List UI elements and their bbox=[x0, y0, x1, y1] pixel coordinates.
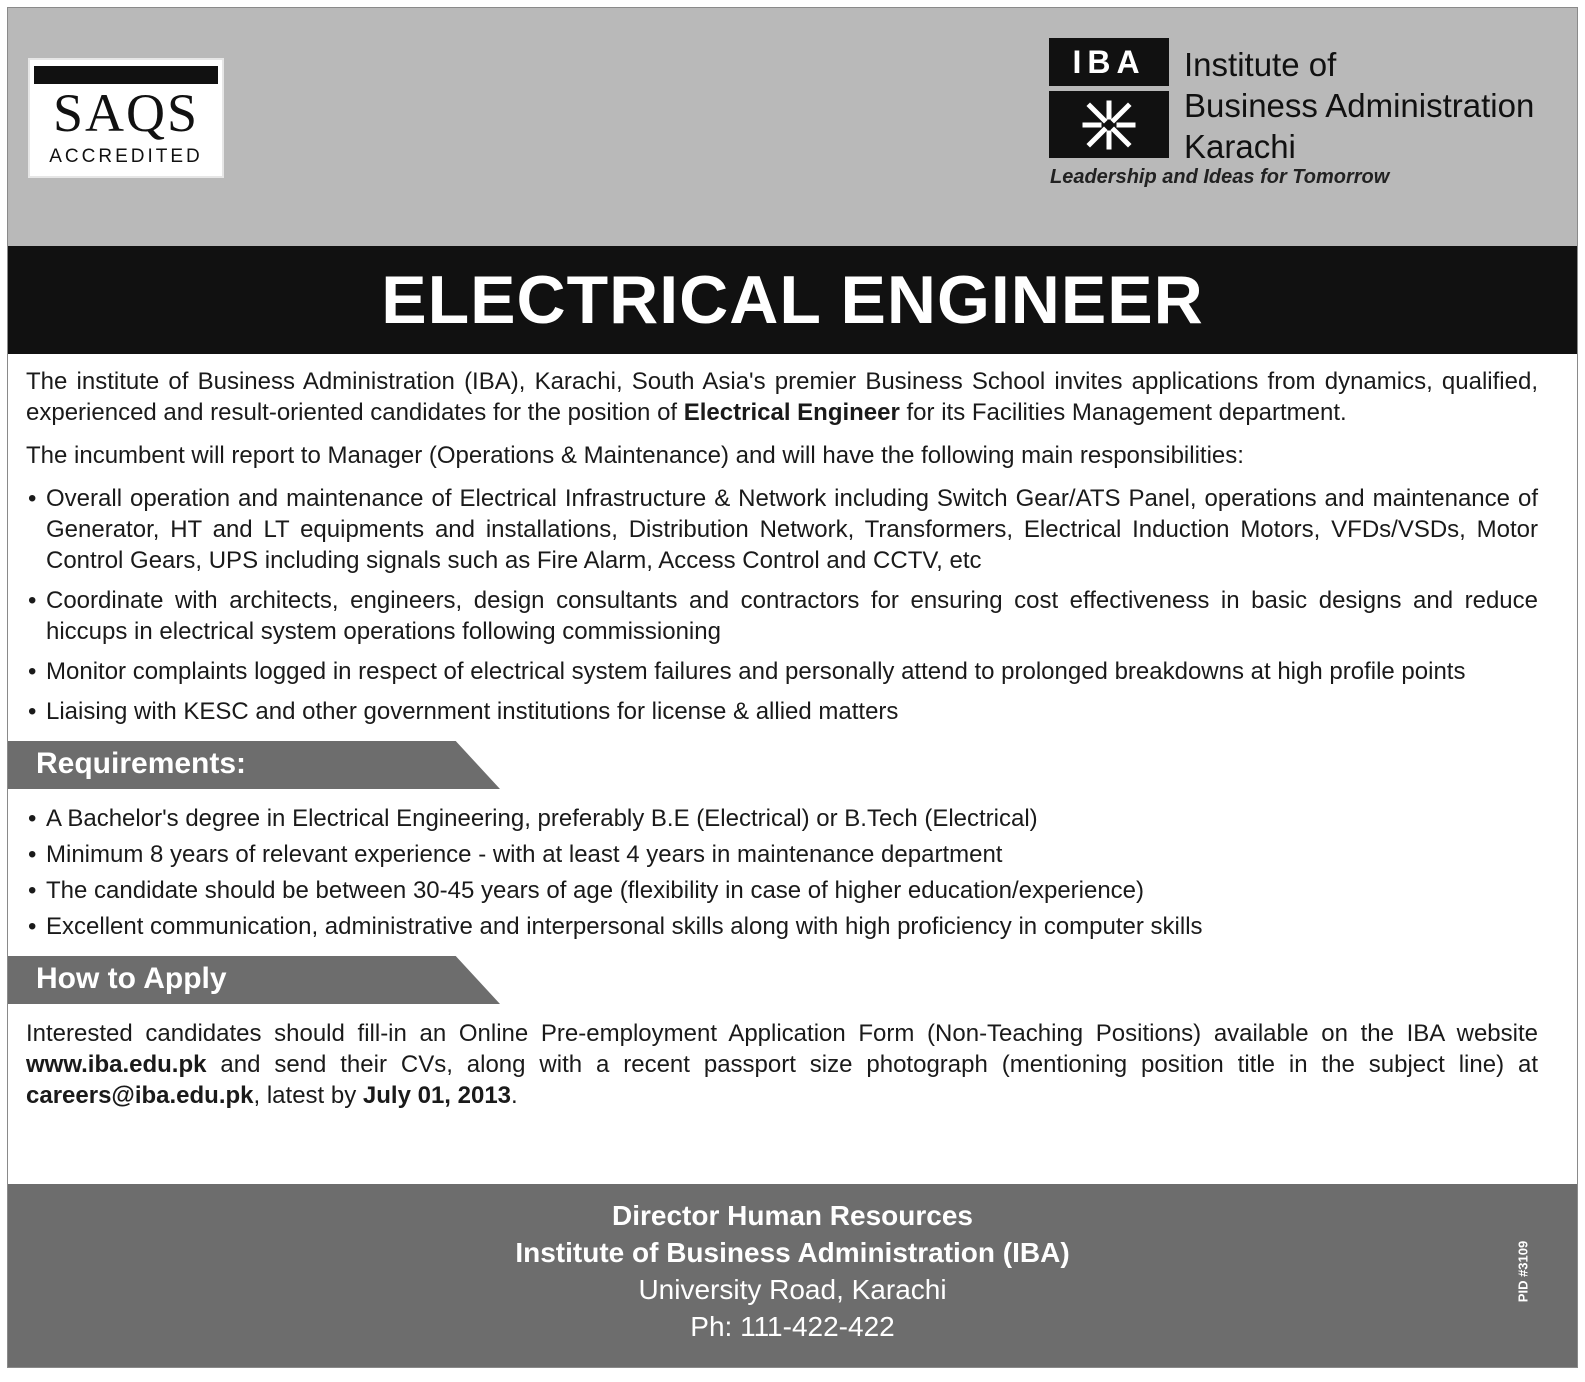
apply-text-3: , latest by bbox=[253, 1082, 363, 1109]
requirement-item: • Minimum 8 years of relevant experience - with at least 4 years in maintenance department bbox=[26, 839, 1538, 870]
iba-full-name bbox=[1184, 44, 1534, 167]
saqs-accredited-logo bbox=[28, 58, 224, 178]
iba-logo-abbr: IBA bbox=[1072, 44, 1146, 80]
responsibility-item: • Coordinate with architects, engineers, design consultants and contractors for ensuring cost effectiveness in basic designs and reduce hiccups in electrical system operations following commissioning bbox=[26, 585, 1538, 647]
responsibility-item: • Liaising with KESC and other government institutions for license & allied matters bbox=[26, 696, 1538, 727]
intro-text-2: for its Facilities Management department. bbox=[899, 399, 1347, 426]
apply-text-1: Interested candidates should fill-in an Online Pre-employment Application Form (Non-Teaching Positions) available on the IBA website bbox=[26, 1020, 1538, 1047]
requirement-item: • The candidate should be between 30-45 years of age (flexibility in case of higher education/experience) bbox=[26, 875, 1538, 906]
apply-heading-band bbox=[8, 956, 1538, 1004]
iba-name-line3: Karachi bbox=[1184, 128, 1296, 165]
iba-name-line2: Business Administration bbox=[1184, 87, 1535, 124]
apply-deadline: July 01, 2013 bbox=[362, 1082, 512, 1109]
saqs-accredited-label: ACCREDITED bbox=[49, 146, 203, 167]
requirement-item: • A Bachelor's degree in Electrical Engineering, preferably B.E (Electrical) or B.Tech (Electrical) bbox=[26, 803, 1538, 834]
footer-institute: Institute of Business Administration (IBA) bbox=[515, 1237, 1070, 1268]
iba-name-line1: Institute of bbox=[1184, 46, 1337, 83]
iba-tagline: Leadership and Ideas for Tomorrow bbox=[1050, 166, 1390, 188]
iba-logo-divider bbox=[1049, 86, 1169, 91]
ad-body bbox=[26, 366, 1538, 1123]
intro-position: Electrical Engineer bbox=[683, 399, 900, 426]
requirements-heading-band bbox=[8, 741, 1538, 789]
iba-emblem-icon bbox=[1082, 100, 1136, 150]
footer-director: Director Human Resources bbox=[611, 1200, 973, 1231]
apply-email: careers@iba.edu.pk bbox=[26, 1082, 254, 1109]
apply-text-2: and send their CVs, along with a recent passport size photograph (mentioning position title in the subject line) at bbox=[206, 1051, 1538, 1078]
apply-website: www.iba.edu.pk bbox=[26, 1051, 207, 1078]
footer-address: University Road, Karachi bbox=[638, 1274, 947, 1305]
saqs-mark: SAQS bbox=[52, 83, 200, 143]
report-line: The incumbent will report to Manager (Operations & Maintenance) and will have the following main responsibilities: bbox=[26, 442, 1244, 469]
responsibility-item: • Monitor complaints logged in respect of electrical system failures and personally attend to prolonged breakdowns at high profile points bbox=[26, 656, 1538, 687]
iba-logo bbox=[1049, 38, 1169, 158]
footer-phone: Ph: 111-422-422 bbox=[690, 1311, 895, 1342]
intro-paragraph bbox=[26, 366, 1538, 428]
intro-text-1: The institute of Business Administration (IBA), Karachi, South Asia's premier Business School invites applications from dynamics, qualified, experienced and result-oriented candidates for the position of bbox=[26, 368, 1538, 426]
requirements-list bbox=[26, 803, 1538, 942]
apply-paragraph bbox=[26, 1018, 1538, 1111]
job-title: ELECTRICAL ENGINEER bbox=[8, 246, 1577, 354]
apply-text-4: . bbox=[511, 1082, 518, 1109]
footer-contact bbox=[8, 1184, 1577, 1367]
responsibilities-list bbox=[26, 483, 1538, 727]
header-band bbox=[8, 8, 1577, 246]
job-advertisement bbox=[7, 7, 1578, 1368]
requirements-heading: Requirements: bbox=[36, 747, 247, 780]
responsibility-item: • Overall operation and maintenance of Electrical Infrastructure & Network including Switch Gear/ATS Panel, operations and maintenance of Generator, HT and LT equipments and installations, Distribution Network, Transformers, Electrical Induction Motors, VFDs/VSDs, Motor Control Gears, UPS including signals such as Fire Alarm, Access Control and CCTV, etc bbox=[26, 483, 1538, 576]
requirement-item: • Excellent communication, administrative and interpersonal skills along with high proficiency in computer skills bbox=[26, 911, 1538, 942]
apply-heading: How to Apply bbox=[36, 962, 227, 995]
pid-number: PID #3109 bbox=[1515, 1240, 1531, 1303]
